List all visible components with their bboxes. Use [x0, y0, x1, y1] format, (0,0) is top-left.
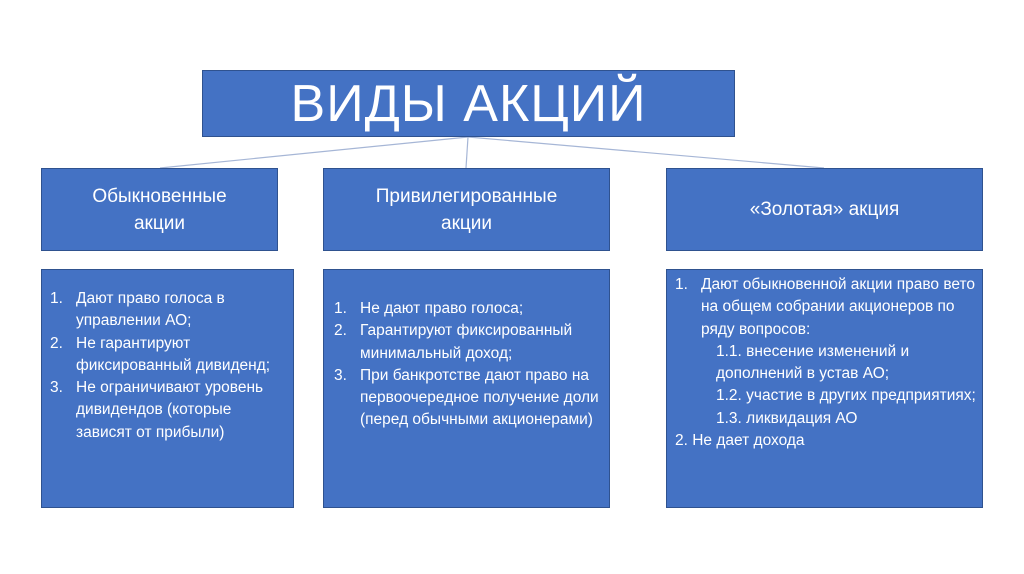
- connector-line-1: [160, 137, 468, 168]
- item-text: Не гарантируют фиксированный дивиденд;: [76, 334, 271, 374]
- category-label: Привилегированные акции: [375, 185, 558, 234]
- detail-box-golden: [666, 269, 983, 508]
- sub-item: 1.2. участие в других предприятиях;: [716, 387, 976, 405]
- category-box-preferred: [323, 168, 610, 251]
- item-text: Не ограничивают уровень дивидендов (которые зависят от прибыли): [76, 379, 264, 441]
- category-box-golden: [666, 168, 983, 251]
- diagram-title: ВИДЫ АКЦИЙ: [290, 74, 647, 133]
- sub-item: 1.3. ликвидация АО: [716, 409, 858, 427]
- list-item: [334, 320, 603, 365]
- detail-list: [334, 298, 603, 432]
- category-label: Обыкновенные акции: [92, 185, 227, 234]
- list-item: [675, 274, 976, 341]
- item-text: Гарантируют фиксированный минимальный доход;: [360, 322, 573, 362]
- detail-box-preferred: [323, 269, 610, 508]
- detail-list: [675, 274, 976, 452]
- list-item: [334, 365, 603, 432]
- item-number: 3.: [334, 366, 347, 384]
- connector-line-3: [468, 137, 824, 168]
- category-box-ordinary: [41, 168, 278, 251]
- list-item-last: 2. Не дает дохода: [675, 432, 805, 450]
- connector-line-2: [466, 137, 468, 168]
- item-number: 1.: [334, 300, 347, 317]
- list-item: [50, 288, 287, 333]
- item-number: 2.: [334, 322, 347, 340]
- item-text: При банкротстве дают право на первоочередное получение доли (перед обычными акционерами): [360, 366, 599, 429]
- category-label: «Золотая» акция: [749, 199, 900, 220]
- title-box: [202, 70, 735, 137]
- item-text: Не дают право голоса;: [360, 300, 524, 317]
- item-text: Дают право голоса в управлении АО;: [76, 290, 225, 330]
- item-number: 2.: [50, 334, 63, 352]
- list-item: [50, 377, 287, 444]
- detail-list: [50, 288, 287, 444]
- detail-box-ordinary: [41, 269, 294, 508]
- list-item: [334, 298, 603, 320]
- sub-item: 1.1. внесение изменений и дополнений в устав АО;: [716, 342, 910, 383]
- item-text: Дают обыкновенной акции право вето на общем собрании акционеров по ряду вопросов:: [701, 276, 976, 338]
- item-number: 1.: [675, 276, 688, 293]
- item-number: 3.: [50, 379, 63, 397]
- list-item: [50, 333, 287, 378]
- item-number: 1.: [50, 290, 63, 307]
